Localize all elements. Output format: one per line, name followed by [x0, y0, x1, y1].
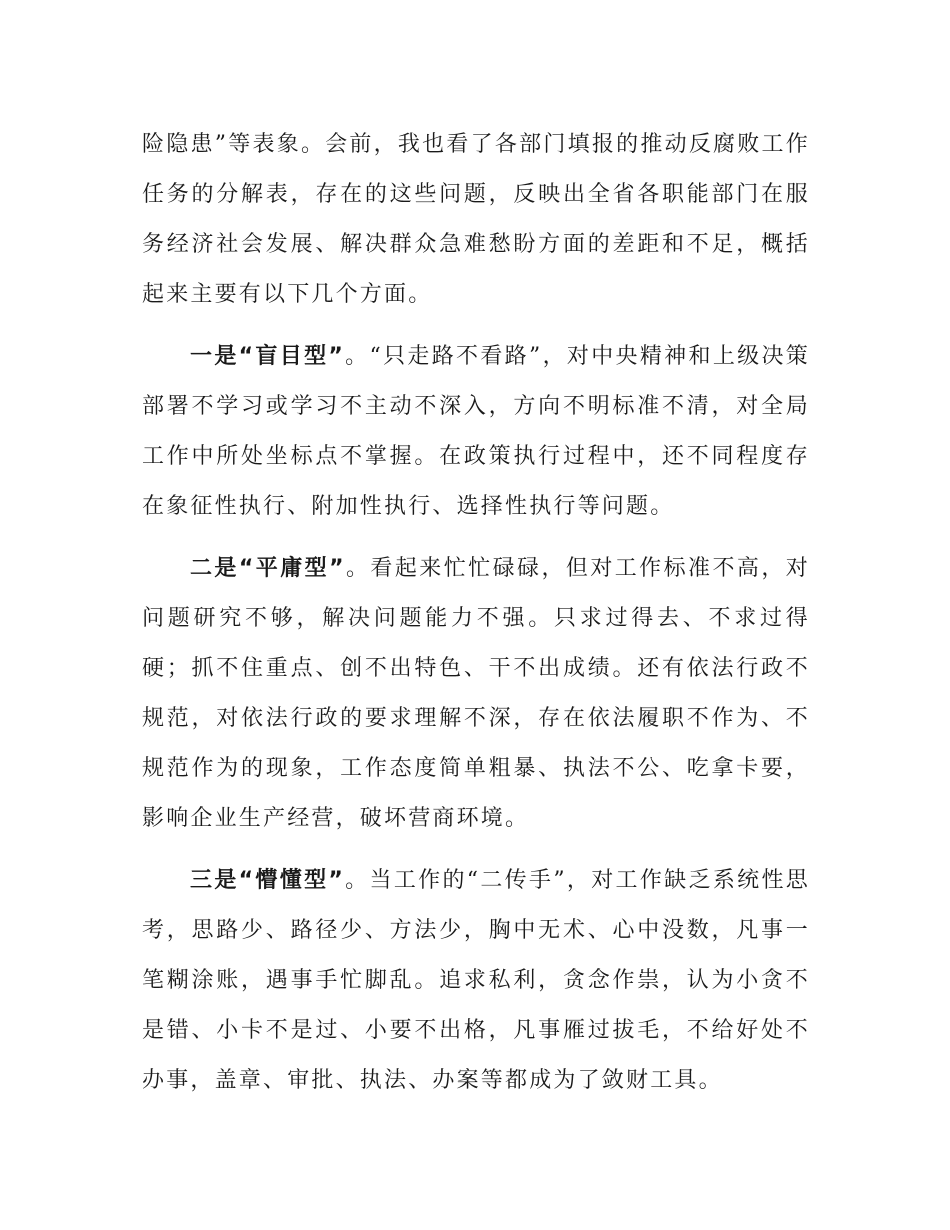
paragraph-blind-type-text: 。“只走路不看路”，对中央精神和上级决策部署不学习或学习不主动不深入，方向不明标准不清，对全局工作中所处坐标点不掌握。在政策执行过程中，还不同程度存在象征性执行、附加性执行、选择性执行等问题。	[142, 344, 810, 519]
paragraph-muddled-type	[142, 856, 810, 1106]
paragraph-mediocre-type-text: 。看起来忙忙碌碌，但对工作标准不高，对问题研究不够，解决问题能力不强。只求过得去、不求过得硬；抓不住重点、创不出特色、干不出成绩。还有依法行政不规范，对依法行政的要求理解不深，存在依法履职不作为、不规范作为的现象，工作态度简单粗暴、执法不公、吃拿卡要，影响企业生产经营，破坏营商环境。	[142, 556, 810, 831]
paragraph-muddled-type-text: 。当工作的“二传手”，对工作缺乏系统性思考，思路少、路径少、方法少，胸中无术、心中没数，凡事一笔糊涂账，遇事手忙脚乱。追求私利，贪念作祟，认为小贪不是错、小卡不是过、小要不出格，凡事雁过拔毛，不给好处不办事，盖章、审批、执法、办案等都成为了敛财工具。	[142, 868, 810, 1093]
paragraph-intro	[142, 120, 810, 320]
document-body	[142, 120, 810, 1106]
paragraph-blind-type	[142, 332, 810, 532]
paragraph-mediocre-type	[142, 544, 810, 844]
paragraph-blind-type-heading: 一是“盲目型”	[190, 344, 346, 369]
paragraph-muddled-type-heading: 三是“懵懂型”	[190, 868, 346, 893]
paragraph-mediocre-type-heading: 二是“平庸型”	[190, 556, 346, 581]
paragraph-intro-text: 险隐患”等表象。会前，我也看了各部门填报的推动反腐败工作任务的分解表，存在的这些问题，反映出全省各职能部门在服务经济社会发展、解决群众急难愁盼方面的差距和不足，概括起来主要有以下几个方面。	[142, 132, 810, 307]
